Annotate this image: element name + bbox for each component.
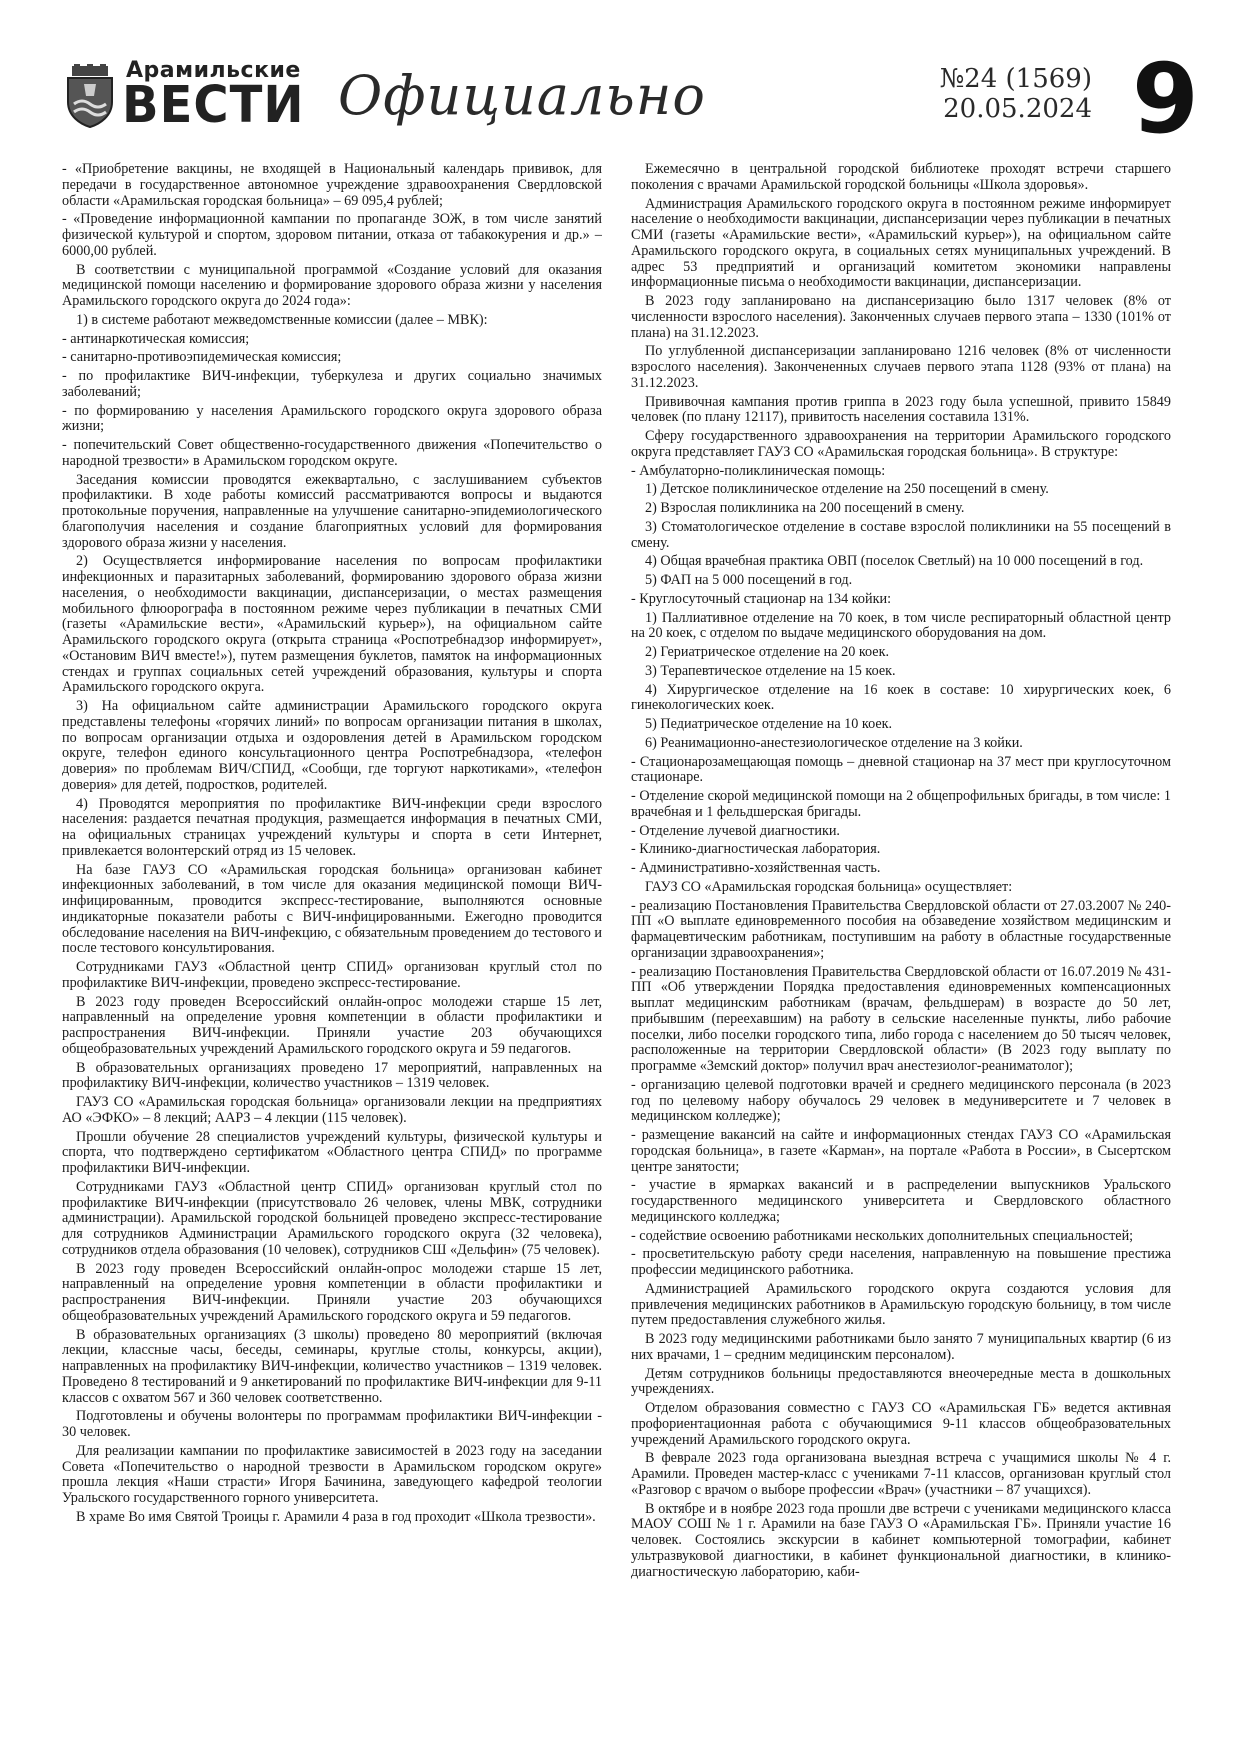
paragraph: - Отделение скорой медицинской помощи на 2 общепрофильных бригады, в том числе: 1 врачебная и 1 фельдшерская бригады. (631, 788, 1171, 820)
paragraph: 6) Реанимационно-анестезиологическое отделение на 3 койки. (645, 734, 1023, 751)
paragraph: - Клинико-диагностическая лаборатория. (631, 841, 881, 858)
paragraph: - организацию целевой подготовки врачей и среднего медицинского персонала (в 2023 год по целевому набору обучалось 29 человек в медуниверситете и 7 человек в медицинском колледже); (631, 1076, 1171, 1125)
page-header (60, 43, 1199, 155)
paragraph: 5) Педиатрическое отделение на 10 коек. (645, 716, 893, 732)
paragraph: Сферу государственного здравоохранения на территории Арамильского городского округа представляет ГАУЗ СО «Арамильская городская больница». В структуре: (631, 428, 1171, 460)
paragraph: Сотрудниками ГАУЗ «Областной центр СПИД» организован круглый стол по профилактике ВИЧ-инфекции, проведено экспресс-тестирование. (62, 959, 602, 991)
paragraph: 3) Стоматологическое отделение в составе взрослой поликлиники на 55 посещений в смену. (631, 518, 1171, 551)
paragraph: В 2023 году медицинскими работниками было занято 7 муниципальных квартир (6 из них врачами, 1 – средним медицинским персоналом). (631, 1331, 1171, 1363)
paragraph: 2) Взрослая поликлиника на 200 посещений в смену. (645, 500, 965, 516)
paragraph: Прошли обучение 28 специалистов учреждений культуры, физической культуры и спорта, что подтверждено сертификатом «Областного центра СПИД» по программе профилактики ВИЧ-инфекции. (62, 1128, 602, 1176)
paragraph: В октябре и в ноябре 2023 года прошли две встречи с учениками медицинского класса МАОУ СОШ № 1 г. Арамили на базе ГАУЗ О «Арамильская ГБ». Приняли участие 16 человек. Состоялись экскурсии в кабинет компьютерной томографии, кабинет ультразвуковой диагностики, в кабинет функциональной диагностики, в клинико-диагностическую лабораторию, каби- (631, 1500, 1171, 1580)
logo-text-top: Арамильские (126, 58, 301, 83)
paragraph: 2) Гериатрическое отделение на 20 коек. (645, 644, 890, 660)
paragraph: - Амбулаторно-поликлиническая помощь: (631, 462, 886, 479)
paragraph: - по профилактике ВИЧ-инфекции, туберкулеза и других социально значимых заболеваний; (62, 368, 602, 400)
paragraph: - Стационарозамещающая помощь – дневной стационар на 37 мест при круглосуточном стационаре. (631, 753, 1171, 786)
right-column (631, 162, 1171, 1737)
paragraph: Прививочная кампания против гриппа в 2023 году была успешной, привито 15849 человек (по плану 12117), привитость населения составила 131%. (631, 393, 1171, 426)
paragraph: В храме Во имя Святой Троицы г. Арамили 4 раза в год проходит «Школа трезвости». (76, 1508, 596, 1525)
paragraph: Подготовлены и обучены волонтеры по программам профилактики ВИЧ-инфекции - 30 человек. (62, 1408, 602, 1440)
issue-info (872, 64, 1092, 124)
paragraph: На базе ГАУЗ СО «Арамильская городская больница» организован кабинет инфекционных заболеваний, в том числе для оказания медицинской помощи ВИЧ-инфицированным, проводится экспресс-тестирование, выполняются основные индикаторные показатели работы с ВИЧ-инфицированными. Ежегодно проводится обследование населения на ВИЧ-инфекцию, с обязательным проведением до тестового и после тестового консультирования. (62, 861, 602, 957)
paragraph: 2) Осуществляется информирование населения по вопросам профилактики инфекционных и паразитарных заболеваний, формированию здорового образа жизни населения, о необходимости вакцинации, диспансеризации, о местах размещения мобильного флюорографа в постоянном режиме через публикации в печатных СМИ (газеты «Арамильские вести», «Арамильский курьер»), на официальном сайте Арамильского городского округа (открыта страница «Роспотребнадзор информирует», «Остановим ВИЧ вместе!»), путем размещения буклетов, памяток на информационных стендах и группах социальных сетей учреждений образования, культуры и спорта Арамильского городского округа. (62, 553, 602, 696)
paragraph: В феврале 2023 года организована выездная встреча с учащимися школы № 4 г. Арамили. Проведен мастер-класс с учениками 7-11 классов, организован круглый стол «Разговор с врачом о выборе профессии «Врач» (участники – 87 учащихся). (631, 1450, 1171, 1498)
paragraph: Отделом образования совместно с ГАУЗ СО «Арамильская ГБ» ведется активная профориентационная работа с обучающимися 9-11 классов общеобразовательных учреждений Арамильского городского округа. (631, 1400, 1171, 1448)
paragraph: По углубленной диспансеризации запланировано 1216 человек (8% от численности взрослого населения). Закончененных случаев первого этапа 1128 (93% от плана) на 31.12.2023. (631, 343, 1171, 391)
paragraph: - размещение вакансий на сайте и информационных стендах ГАУЗ СО «Арамильская городская больница», в газете «Карман», на портале «Работа в России», в Сысертском центре занятости; (631, 1127, 1171, 1175)
paragraph: 4) Проводятся мероприятия по профилактике ВИЧ-инфекции среди взрослого населения: раздается печатная продукция, размещается информация в печатных СМИ, на официальных страницах учреждений культуры и спорта в сети Интернет, привлекается волонтерский отряд из 15 человек. (62, 795, 602, 859)
paragraph: - Административно-хозяйственная часть. (631, 860, 881, 876)
issue-number: №24 (1569) (939, 64, 1092, 94)
section-title: Официально (338, 64, 706, 127)
paragraph: - санитарно-противоэпидемическая комиссия; (62, 349, 342, 366)
paragraph: Заседания комиссии проводятся ежеквартально, с заслушиванием субъектов профилактики. В ходе работы комиссий рассматриваются вопросы и выдаются протокольные поручения, направленные на улучшение санитарно-эпидемиологического благополучия населения и создание благоприятных условий для формирования здорового образа жизни у населения. (62, 471, 602, 551)
paragraph: - реализацию Постановления Правительства Свердловской области от 16.07.2019 № 431-ПП «Об утверждении Порядка предоставления единовременных компенсационных выплат медицинским работникам (врачам, фельдшерам) в возрасте до 50 лет, прибывшим (переехавшим) на работу в сельские населенные пункты, либо рабочие поселки, либо поселки городского типа, либо города с населением до 50 тысяч человек, расположенные на территории Свердловской области» (В 2023 году выплату по программе «Земский доктор» получил врач анестезиолог-реаниматолог); (631, 963, 1171, 1074)
paragraph: В 2023 году проведен Всероссийский онлайн-опрос молодежи старше 15 лет, направленный на определение уровня компетенции в области профилактики и распространения ВИЧ-инфекции. Приняли участие 203 обучающихся общеобразовательных учреждений Арамильского городского округа и 59 педагогов. (62, 993, 602, 1057)
paragraph: - Отделение лучевой диагностики. (631, 822, 840, 839)
left-column (62, 162, 602, 1737)
paragraph: 4) Хирургическое отделение на 16 коек в составе: 10 хирургических коек, 6 гинекологических коек. (631, 681, 1171, 714)
paragraph: - попечительский Совет общественно-государственного движения «Попечительство о народной трезвости» в Арамильском городском округе. (62, 437, 602, 469)
paragraph: Сотрудниками ГАУЗ «Областной центр СПИД» организован круглый стол по профилактике ВИЧ-инфекции (присутствовало 26 человек, члены МВК, сотрудники администрации). Арамильской городской больницей проведено экспресс-тестирование для сотрудников Администрации Арамильского городского округа (32 человека), сотрудников отдела образования (10 человек), сотрудников СШ «Дельфин» (75 человек). (62, 1178, 602, 1258)
paragraph: - «Проведение информационной кампании по пропаганде ЗОЖ, в том числе занятий физической культурой и спортом, здоровом питании, отказа от табакокурения и др.» – 6000,00 рублей. (62, 211, 602, 259)
paragraph: - просветительскую работу среди населения, направленную на повышение престижа профессии медицинского работника. (631, 1246, 1171, 1278)
paragraph: ГАУЗ СО «Арамильская городская больница» осуществляет: (645, 878, 1013, 895)
paragraph: 5) ФАП на 5 000 посещений в год. (645, 572, 853, 588)
logo-text-main: ВЕСТИ (122, 76, 305, 135)
page-number: 9 (1132, 43, 1199, 155)
paragraph: 1) Детское поликлиническое отделение на 250 посещений в смену. (645, 481, 1049, 498)
paragraph: 3) Терапевтическое отделение на 15 коек. (645, 662, 896, 679)
paragraph: 1) в системе работают межведомственные комиссии (далее – МВК): (76, 311, 488, 328)
paragraph: В 2023 году запланировано на диспансеризацию было 1317 человек (8% от численности взрослого населения). Законченных случаев первого этапа – 1330 (101% от плана) на 31.12.2023. (631, 293, 1171, 341)
newspaper-logo (64, 58, 305, 136)
paragraph: Администрацией Арамильского городского округа создаются условия для привлечения медицинских работников в Арамильскую городскую больницу, в том числе путем предоставления служебного жилья. (631, 1280, 1171, 1329)
paragraph: Для реализации кампании по профилактике зависимостей в 2023 году на заседании Совета «Попечительство о народной трезвости в Арамильском городском округе» прошла лекция «Наши страсти» Игоря Бачинина, заведующего кафедрой теологии Уральского государственного горного университета. (62, 1442, 602, 1506)
paragraph: - «Приобретение вакцины, не входящей в Национальный календарь прививок, для передачи в государственное автономное учреждение здравоохранения Свердловской области «Арамильская городская больница» – 69 095,4 рублей; (62, 162, 602, 209)
paragraph: 1) Паллиативное отделение на 70 коек, в том числе респираторный областной центр на 20 коек, с отделом по выдаче медицинского оборудования на дом. (631, 609, 1171, 642)
paragraph: - участие в ярмарках вакансий и в распределении выпускников Уральского государственного медицинского университета и Свердловского областного медицинского колледжа; (631, 1177, 1171, 1225)
paragraph: Ежемесячно в центральной городской библиотеке проходят встречи старшего поколения с врачами Арамильской городской больницы «Школа здоровья». (631, 162, 1171, 193)
paragraph: - по формированию у населения Арамильского городского округа здорового образа жизни; (62, 402, 602, 435)
paragraph: В 2023 году проведен Всероссийский онлайн-опрос молодежи старше 15 лет, направленный на определение уровня компетенции в области профилактики и распространения ВИЧ-инфекции. Приняли участие 203 обучающихся общеобразовательных учреждений Арамильского городского округа и 59 педагогов. (62, 1260, 602, 1324)
paragraph: - антинаркотическая комиссия; (62, 330, 250, 347)
paragraph: В образовательных организациях проведено 17 мероприятий, направленных на профилактику ВИЧ-инфекции, количество участников – 1319 человек. (62, 1059, 602, 1092)
paragraph: 3) На официальном сайте администрации Арамильского городского округа представлены телефоны «горячих линий» по вопросам организации питания в школах, по вопросам организации отдыха и оздоровления детей в Арамильском городском округе, телефон единого консультационного центра Роспотребнадзора, «телефон доверия» по проблемам ВИЧ/СПИД, «Сообщи, где торгуют наркотиками», «телефон доверия» для детей, подростков, родителей. (62, 698, 602, 793)
paragraph: - Круглосуточный стационар на 134 койки: (631, 590, 892, 607)
paragraph: Детям сотрудников больницы предоставляются внеочередные места в дошкольных учреждениях. (631, 1365, 1171, 1398)
paragraph: ГАУЗ СО «Арамильская городская больница» организовали лекции на предприятиях АО «ЭФКО» – 8 лекций; ААРЗ – 4 лекции (115 человек). (62, 1094, 602, 1126)
coat-of-arms-icon (64, 64, 116, 128)
paragraph: - реализацию Постановления Правительства Свердловской области от 27.03.2007 № 240-ПП «О выплате единовременного пособия на обзаведение хозяйством медицинским и фармацевтическим работникам, поступившим на работу в областные государственные организации здравоохранения»; (631, 897, 1171, 961)
paragraph: 4) Общая врачебная практика ОВП (поселок Светлый) на 10 000 посещений в год. (645, 553, 1144, 570)
paragraph: В соответствии с муниципальной программой «Создание условий для оказания медицинской помощи населению и формирование здорового образа жизни у населения Арамильского городского округа до 2024 года»: (62, 261, 602, 309)
paragraph: В образовательных организациях (3 школы) проведено 80 мероприятий (включая лекции, классные часы, беседы, семинары, круглые столы, конкурсы, акции), направленных на профилактику ВИЧ-инфекции, количество участников – 1319 человек. Проведено 8 тестирований и 9 анкетирований по профилактике ВИЧ-инфекции для 9-11 классов с охватом 567 и 360 человек соответственно. (62, 1326, 602, 1406)
issue-date: 20.05.2024 (943, 94, 1092, 124)
paragraph: - содействие освоению работниками нескольких дополнительных специальностей; (631, 1227, 1134, 1244)
paragraph: Администрация Арамильского городского округа в постоянном режиме информирует население о необходимости вакцинации, диспансеризации через публикации в печатных СМИ (газеты «Арамильские вести», «Арамильский курьер»), на официальном сайте Арамильского городского округа, в социальных сетях муниципальных учреждений. В адрес 53 предприятий и организаций комитетом экономики направлены информационные письма о необходимости вакцинации, диспансеризации. (631, 195, 1171, 291)
